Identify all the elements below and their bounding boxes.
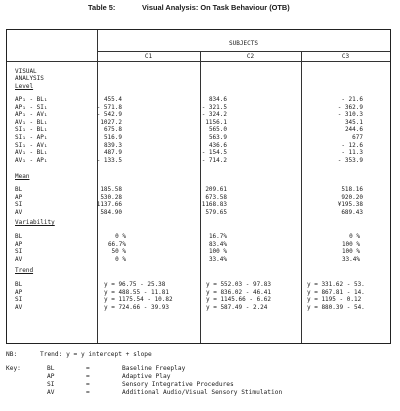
- level-cell-c1: 487.9: [103, 149, 122, 157]
- variability-cell-c3: 33.4%: [341, 255, 360, 263]
- level-cell-c1: 516.9: [103, 134, 122, 141]
- variability-cell-c2: 83.4%: [208, 240, 227, 248]
- level-cell-c2: - 321.5: [201, 103, 227, 111]
- variability-cell-c1: 66.7%: [107, 240, 126, 248]
- trend-cell-c3: y = 867.81 - 14.: [307, 288, 365, 296]
- trend-cell-c1: y = 1175.54 - 10.82: [104, 296, 173, 304]
- level-row-label: AP₁ - SI₁: [15, 103, 48, 111]
- level-cell-c3: 244.6: [344, 126, 363, 134]
- trend-row-label: AP: [15, 288, 23, 296]
- key-description: Baseline Freeplay: [122, 365, 186, 372]
- mean-cell-c2: 579.65: [205, 208, 227, 216]
- key-label: Key:: [6, 365, 21, 372]
- level-cell-c3: 345.1: [344, 118, 363, 126]
- level-cell-c1: 1027.2: [100, 118, 122, 126]
- variability-cell-c1: 0 %: [115, 233, 126, 240]
- level-cell-c2: 565.0: [208, 126, 227, 134]
- level-cell-c2: 436.6: [208, 141, 227, 149]
- note-label: NB:: [6, 351, 18, 358]
- level-cell-c1: 455.4: [103, 96, 122, 103]
- level-row-label: AP₁ - AV₁: [15, 111, 48, 119]
- key-abbr: SI: [47, 381, 55, 388]
- column-header-c3: C3: [341, 53, 350, 60]
- variability-cell-c1: 0 %: [115, 255, 126, 263]
- level-cell-c1: 675.8: [103, 126, 122, 134]
- variability-cell-c2: 16.7%: [208, 233, 227, 240]
- level-cell-c3: - 310.3: [337, 111, 363, 119]
- mean-cell-c3: ¥195.38: [337, 201, 363, 209]
- key-abbr: AP: [47, 373, 55, 380]
- analysis-table: [6, 29, 391, 344]
- level-row-label: AV₁ - BL₁: [15, 149, 48, 157]
- variability-row-label: BL: [15, 233, 23, 240]
- variability-cell-c3: 0 %: [349, 233, 360, 240]
- key-equals: =: [86, 389, 90, 396]
- mean-heading: Mean: [15, 173, 30, 180]
- mean-cell-c1: 530.28: [100, 193, 122, 201]
- mean-cell-c2: 209.61: [205, 186, 227, 193]
- trend-cell-c3: y = 331.62 - 53.: [307, 281, 365, 288]
- level-cell-c3: 677: [352, 134, 363, 141]
- section-title-line-2: ANALYSIS: [15, 75, 44, 82]
- level-cell-c2: - 714.2: [201, 156, 227, 164]
- mean-cell-c2: 673.58: [205, 193, 227, 201]
- level-cell-c1: - 133.5: [96, 156, 122, 164]
- level-cell-c2: - 324.2: [201, 111, 227, 119]
- trend-cell-c1: y = 724.66 - 39.93: [104, 303, 170, 311]
- mean-row-label: AV: [15, 208, 23, 216]
- key-equals: =: [86, 373, 90, 380]
- trend-cell-c2: y = 552.03 - 97.83: [206, 281, 272, 288]
- trend-cell-c1: y = 96.75 - 25.38: [104, 281, 166, 288]
- level-row-label: SI₁ - AV₁: [15, 141, 48, 149]
- mean-cell-c1: 584.90: [100, 208, 122, 216]
- level-cell-c1: - 542.9: [96, 111, 122, 119]
- mean-cell-c3: 920.20: [341, 193, 363, 201]
- level-cell-c3: - 353.9: [337, 156, 363, 164]
- variability-cell-c3: 100 %: [341, 248, 360, 256]
- section-title-line-1: VISUAL: [15, 68, 37, 75]
- level-row-label: AV₁ - AP₁: [15, 156, 48, 164]
- trend-cell-c3: y = 880.39 - 54.: [307, 303, 365, 311]
- level-heading: Level: [15, 83, 34, 90]
- variability-cell-c1: 50 %: [111, 248, 126, 256]
- subjects-header: SUBJECTS: [229, 40, 258, 47]
- key-abbr: AV: [47, 389, 55, 396]
- variability-cell-c2: 33.4%: [208, 255, 227, 263]
- key-equals: =: [86, 381, 90, 388]
- key-equals: =: [86, 365, 90, 372]
- level-cell-c1: 839.3: [103, 141, 122, 149]
- level-row-label: AP₁ - BL₁: [15, 96, 48, 103]
- variability-row-label: SI: [15, 248, 23, 256]
- level-row-label: AV₁ - BL₁: [15, 118, 48, 126]
- trend-row-label: AV: [15, 303, 23, 311]
- level-cell-c2: 563.9: [208, 134, 227, 141]
- level-cell-c3: - 21.6: [341, 96, 363, 103]
- mean-row-label: SI: [15, 201, 23, 209]
- column-header-c2: C2: [246, 53, 255, 60]
- trend-row-label: BL: [15, 281, 23, 288]
- variability-cell-c2: 100 %: [208, 248, 227, 256]
- header-divider: [7, 61, 390, 62]
- mean-cell-c1: 1137.66: [96, 201, 122, 209]
- trend-cell-c2: y = 587.49 - 2.24: [206, 303, 268, 311]
- trend-row-label: SI: [15, 296, 23, 304]
- level-cell-c3: - 11.3: [341, 149, 363, 157]
- key-description: Sensory Integrative Procedures: [122, 381, 234, 388]
- mean-cell-c2: 1168.83: [201, 201, 227, 209]
- mean-cell-c3: 689.43: [341, 208, 363, 216]
- variability-cell-c3: 100 %: [341, 240, 360, 248]
- level-cell-c3: - 362.9: [337, 103, 363, 111]
- table-title: Visual Analysis: On Task Behaviour (OTB): [142, 3, 290, 12]
- key-description: Adaptive Play: [122, 373, 171, 380]
- level-row-label: SI₁ - AP₁: [15, 134, 48, 141]
- level-cell-c1: - 571.8: [96, 103, 122, 111]
- trend-cell-c1: y = 488.55 - 11.81: [104, 288, 170, 296]
- trend-cell-c2: y = 836.02 - 46.41: [206, 288, 272, 296]
- mean-cell-c3: 518.16: [341, 186, 363, 193]
- column-header-c1: C1: [144, 53, 153, 60]
- trend-cell-c3: y = 1195 - 0.12: [307, 296, 362, 304]
- variability-row-label: AV: [15, 255, 23, 263]
- table-number: Table 5:: [88, 3, 116, 12]
- key-abbr: BL: [47, 365, 55, 372]
- trend-heading: Trend: [15, 267, 34, 274]
- level-cell-c2: - 154.5: [201, 149, 227, 157]
- variability-row-label: AP: [15, 240, 23, 248]
- subjects-divider: [97, 51, 390, 52]
- note-text: Trend: y = y intercept + slope: [40, 351, 152, 358]
- mean-row-label: BL: [15, 186, 23, 193]
- level-cell-c2: 834.6: [208, 96, 227, 103]
- mean-row-label: AP: [15, 193, 23, 201]
- level-cell-c3: - 12.6: [341, 141, 363, 149]
- key-description: Additional Audio/Visual Sensory Stimulation: [122, 389, 283, 396]
- mean-cell-c1: 185.58: [100, 186, 122, 193]
- level-cell-c2: 1156.1: [205, 118, 227, 126]
- variability-heading: Variability: [15, 219, 55, 226]
- level-row-label: SI₁ - BL₁: [15, 126, 48, 134]
- trend-cell-c2: y = 1145.66 - 6.62: [206, 296, 272, 304]
